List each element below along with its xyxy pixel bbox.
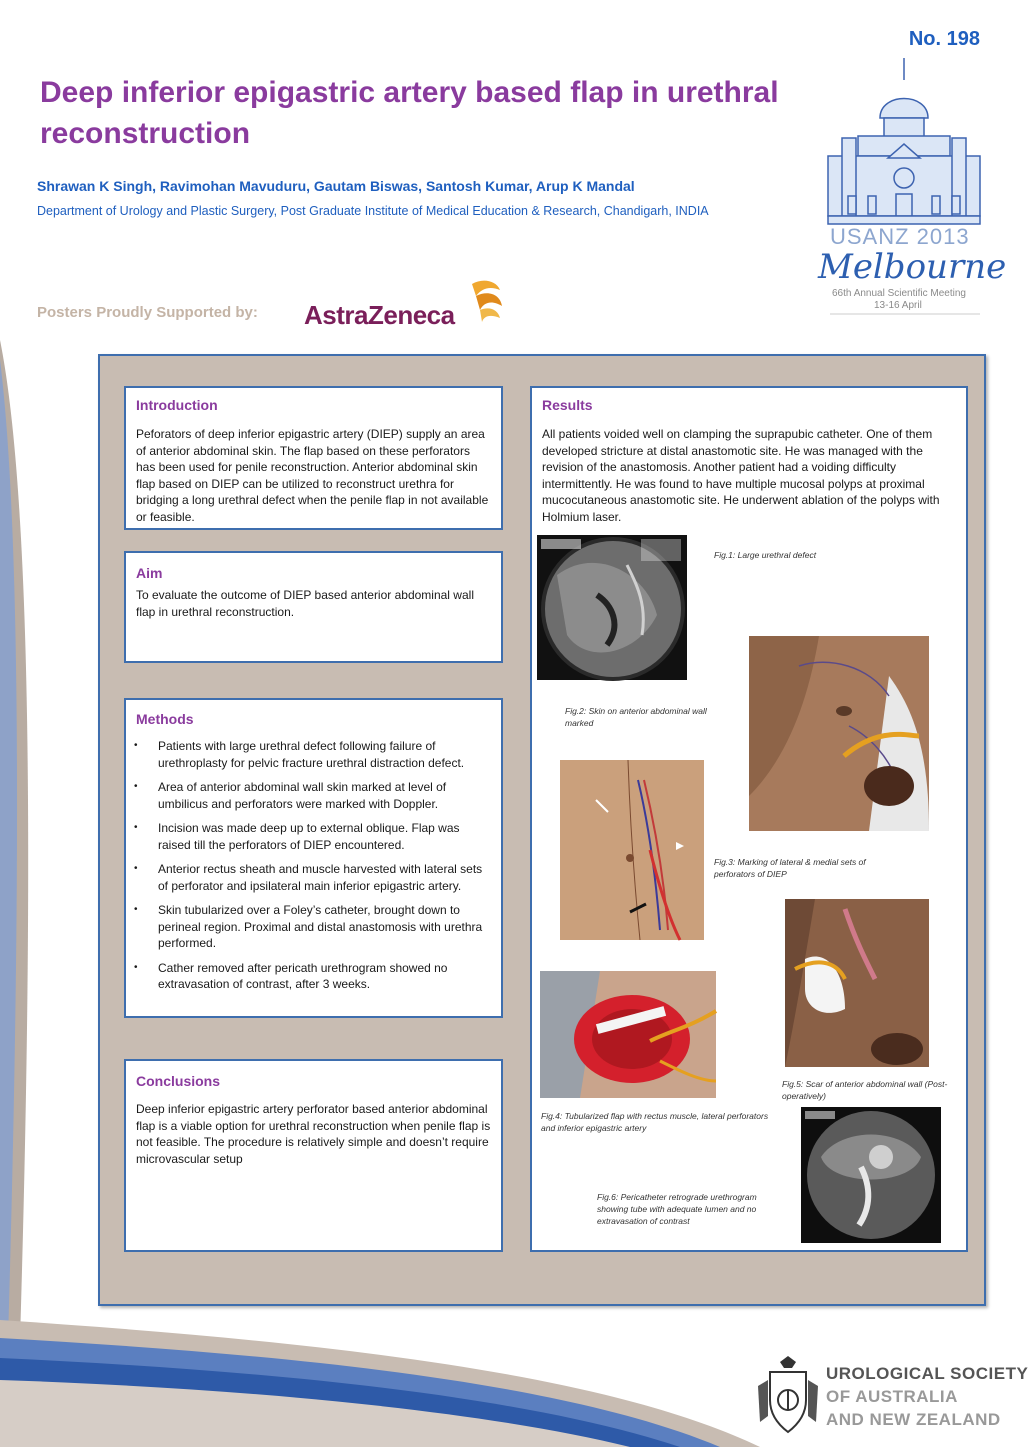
sponsor-label: Posters Proudly Supported by: (37, 304, 258, 321)
conclusions-text: Deep inferior epigastric artery perforator based anterior abdominal flap is a viable option for urethral reconstruction when penile flap is not feasible. The procedure is relatively simple and doesn’t require microvascular setup (136, 1102, 491, 1166)
figure-5-caption: Fig.5: Scar of anterior abdominal wall (Post-operatively) (782, 1079, 948, 1101)
figure-3-perforator-markings-image (560, 760, 704, 940)
methods-item: • Anterior rectus sheath and muscle harvested with lateral sets of perforator and ipsilateral main inferior epigastric artery. (134, 861, 494, 894)
astrazeneca-logo (304, 276, 504, 328)
results-heading: Results (542, 397, 593, 413)
figure-4-tubularized-flap-image (540, 971, 716, 1098)
introduction-text: Peforators of deep inferior epigastric artery (DIEP) supply an area of anterior abdominal skin. The flap based on these perforators has been used for penile reconstruction. Anterior abdominal skin flap based on DIEP can be utilized to reconstruct urethra for bridging a long urethral defect when the penile flap in not available or feasible. (136, 427, 489, 524)
conclusions-section (124, 1059, 503, 1252)
left-decorative-swoosh (0, 340, 40, 1340)
figure-1-urethrogram-image (537, 535, 687, 680)
methods-heading: Methods (136, 711, 194, 727)
society-crest-icon (756, 1356, 820, 1436)
methods-item: • Incision was made deep up to external oblique. Flap was raised till the perforators of DIEP encountered. (134, 820, 494, 853)
poster-title: Deep inferior epigastric artery based flap in urethral reconstruction (40, 76, 779, 150)
figure-6-urethrogram-image (801, 1107, 941, 1243)
society-name (826, 1362, 1028, 1431)
methods-item: • Skin tubularized over a Foley’s catheter, brought down to perineal region. Proximal and distal anastomosis with urethra performed. (134, 902, 494, 952)
conclusions-heading: Conclusions (136, 1073, 221, 1089)
affiliation: Department of Urology and Plastic Surgery, Post Graduate Institute of Medical Education & Research, Chandigarh, INDIA (37, 204, 709, 218)
methods-list (134, 738, 494, 1001)
methods-section (124, 698, 503, 1018)
figure-2-abdomen-image (749, 636, 929, 831)
conference-meeting: 66th Annual Scientific Meeting (832, 288, 966, 299)
conference-name: USANZ 2013 (830, 224, 970, 249)
usanz-conference-logo (818, 58, 1007, 318)
aim-heading: Aim (136, 565, 163, 581)
society-name-line2: OF AUSTRALIA (826, 1387, 958, 1406)
figure-1-caption: Fig.1: Large urethral defect (714, 550, 817, 560)
conference-city: Melbourne (818, 247, 1007, 287)
methods-item: • Cather removed after pericath urethrogram showed no extravasation of contrast, after 3 weeks. (134, 960, 494, 993)
figure-3-caption: Fig.3: Marking of lateral & medial sets of perforators of DIEP (714, 857, 866, 879)
aim-text: To evaluate the outcome of DIEP based anterior abdominal wall flap in urethral reconstruction. (136, 588, 474, 619)
society-name-line1: UROLOGICAL SOCIETY (826, 1364, 1028, 1383)
author-list: Shrawan K Singh, Ravimohan Mavuduru, Gautam Biswas, Santosh Kumar, Arup K Mandal (37, 178, 635, 194)
figure-4-caption: Fig.4: Tubularized flap with rectus muscle, lateral perforators and inferior epigastric artery (541, 1111, 769, 1133)
introduction-heading: Introduction (136, 397, 218, 413)
aim-section (124, 551, 503, 663)
results-text: All patients voided well on clamping the suprapubic catheter. One of them developed stricture at distal anastomotic site. He was managed with the revision of the anastomosis. Another patient had a voiding difficulty intermittently. He was found to have multiple mucosal polyps at proximal mucocutaneous anastomotic site. He underwent ablation of the polyps with Holmium laser. (542, 427, 940, 524)
figure-6-caption: Fig.6: Pericatheter retrograde urethrogram showing tube with adequate lumen and no extravasation of contrast (597, 1192, 757, 1226)
exhibition-building-icon (828, 58, 980, 224)
society-name-line3: AND NEW ZEALAND (826, 1410, 1001, 1429)
astrazeneca-logo-text: AstraZeneca (304, 300, 455, 330)
figure-5-scar-image (785, 899, 929, 1067)
introduction-section (124, 386, 503, 530)
conference-dates: 13-16 April (874, 300, 922, 311)
methods-item: • Area of anterior abdominal wall skin marked at level of umbilicus and perforators were marked with Doppler. (134, 779, 494, 812)
figure-2-caption: Fig.2: Skin on anterior abdominal wall marked (565, 706, 707, 728)
poster-number: No. 198 (908, 28, 980, 50)
methods-item: • Patients with large urethral defect following failure of urethroplasty for pelvic fracture urethral distraction defect. (134, 738, 494, 771)
